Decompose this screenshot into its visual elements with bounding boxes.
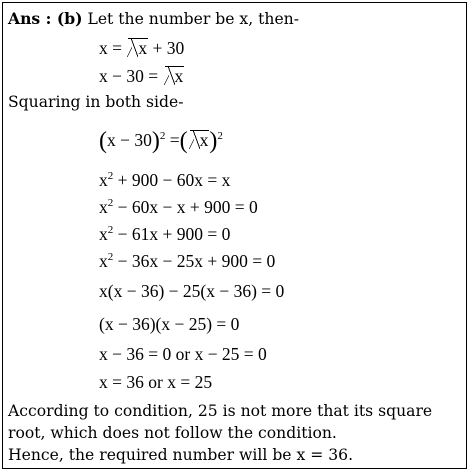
eq2-radicand: x [174, 66, 184, 86]
eq6-base: x [99, 224, 108, 244]
equation-9: (x − 36)(x − 25) = 0 [99, 314, 240, 334]
equation-11: x = 36 or x = 25 [99, 372, 213, 392]
eq7-exponent: 2 [107, 251, 114, 263]
conclusion-line-2: root, which does not follow the condition. [8, 424, 337, 442]
eq3-equals: = [169, 130, 180, 150]
equation-8: x(x − 36) − 25(x − 36) = 0 [99, 281, 285, 301]
equation-10: x − 36 = 0 or x − 25 = 0 [99, 344, 267, 364]
close-paren: ) [151, 128, 160, 154]
eq3-radicand: x [199, 130, 209, 150]
eq7-base: x [99, 251, 108, 271]
squaring-text: Squaring in both side- [8, 93, 184, 111]
answer-intro: Let the number be x, then- [87, 10, 299, 28]
answer-intro-line [8, 9, 299, 29]
equation-2 [99, 66, 184, 86]
eq3-exponent-2: 2 [217, 130, 223, 142]
eq4-exponent: 2 [107, 170, 114, 182]
eq5-rest: − 60x − x + 900 = 0 [117, 197, 258, 217]
open-paren: ( [99, 128, 107, 154]
conclusion-line-3: Hence, the required number will be x = 36. [8, 446, 354, 464]
eq1-right: + 30 [152, 38, 185, 58]
eq3-exponent: 2 [159, 130, 166, 142]
equation-7 [99, 251, 275, 271]
eq5-exponent: 2 [107, 197, 114, 209]
conclusion-line-1: According to condition, 25 is not more that its square [8, 402, 433, 420]
sqrt-symbol [165, 66, 185, 85]
equation-1 [99, 38, 184, 58]
open-paren: ( [179, 128, 188, 154]
answer-label: Ans : (b) [8, 9, 83, 28]
equation-5 [99, 197, 258, 217]
eq6-exponent: 2 [107, 224, 114, 236]
eq1-left: x = [99, 38, 122, 58]
equation-6 [99, 224, 230, 244]
equation-4 [99, 170, 230, 190]
answer-box [2, 2, 467, 469]
sqrt-symbol [190, 130, 210, 149]
eq7-rest: − 36x − 25x + 900 = 0 [117, 251, 276, 271]
equation-3 [99, 128, 223, 154]
close-paren: ) [209, 128, 218, 154]
eq4-base: x [99, 170, 108, 190]
eq5-base: x [99, 197, 108, 217]
eq6-rest: − 61x + 900 = 0 [117, 224, 231, 244]
eq3-left: x − 30 [107, 130, 152, 150]
eq1-radicand: x [138, 38, 148, 58]
sqrt-symbol [128, 38, 148, 57]
eq4-rest: + 900 − 60x = x [117, 170, 231, 190]
eq2-left: x − 30 = [99, 66, 159, 86]
